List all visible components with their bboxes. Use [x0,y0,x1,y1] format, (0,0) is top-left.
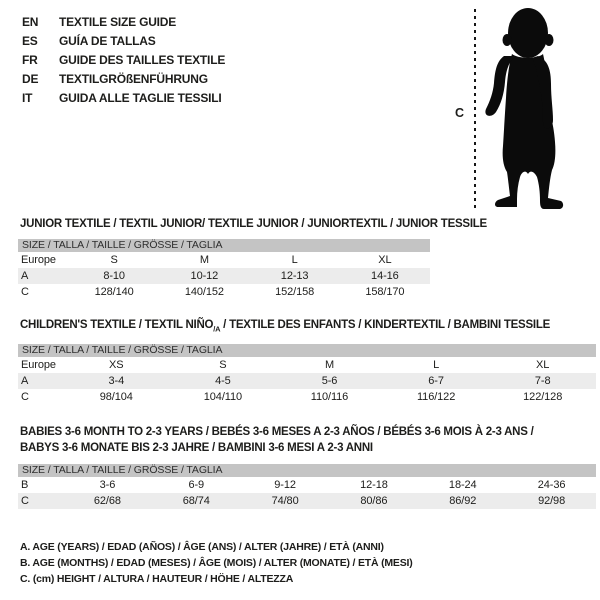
row-label: C [21,391,29,403]
size-cell: 6-7 [428,375,444,387]
size-cell: 104/110 [203,391,243,403]
language-title: TEXTILGRÖßENFÜHRUNG [59,72,208,86]
row-label: Europe [21,254,56,266]
size-cell: 62/68 [93,495,121,507]
language-code: DE [22,72,39,86]
size-cell: 3-4 [108,375,125,387]
size-cell: 128/140 [94,286,134,298]
table-row [18,284,430,300]
junior-table-title: JUNIOR TEXTILE / TEXTIL JUNIOR/ TEXTILE JUNIOR / JUNIORTEXTIL / JUNIOR TESSILE [20,218,487,230]
size-cell: 68/74 [182,495,210,507]
language-row-fr [22,51,225,70]
size-cell: 98/104 [99,391,133,403]
size-cell: M [199,254,209,266]
table-row [18,493,596,509]
size-cell: 12-18 [360,479,388,491]
size-cell: 152/158 [275,286,315,298]
size-cell: S [219,359,227,371]
table-row [18,389,596,405]
footnote-c: C. (cm) HEIGHT / ALTURA / HAUTEUR / HÖHE / ALTEZZA [20,573,294,585]
language-title: GUIDE DES TAILLES TEXTILE [59,53,226,67]
size-cell: 140/152 [184,286,224,298]
size-cell: 6-9 [188,479,205,491]
size-cell: 4-5 [215,375,231,387]
language-code: EN [22,15,39,29]
table-row [18,373,596,389]
footnote-a: A. AGE (YEARS) / EDAD (AÑOS) / ÂGE (ANS) / ALTER (JAHRE) / ETÀ (ANNI) [20,541,384,553]
size-cell: 12-13 [280,270,309,282]
language-row-de [22,70,225,89]
row-label: C [21,286,29,298]
size-cell: 86/92 [449,495,477,507]
babies-title-line1: BABIES 3-6 MONTH TO 2-3 YEARS / BEBÉS 3-6 MESES A 2-3 AÑOS / BÉBÉS 3-6 MOIS À 2-3 ANS / [20,426,534,438]
footnote-b: B. AGE (MONTHS) / EDAD (MESES) / ÂGE (MOIS) / ALTER (MONATE) / ETÀ (MESI) [20,557,413,569]
row-label: A [21,270,29,282]
language-code: IT [22,91,33,105]
row-label: B [21,479,29,491]
children-title-rest: / TEXTILE DES ENFANTS / KINDERTEXTIL / BAMBINI TESSILE [220,319,551,331]
table-row [18,477,596,493]
children-table-title [20,317,550,337]
size-cell: 7-8 [534,375,551,387]
table-body [18,357,596,405]
size-cell: XS [109,359,124,371]
size-cell: 116/122 [416,391,456,403]
table-row [18,357,596,373]
size-cell: S [110,254,118,266]
size-cell: XL [536,359,550,371]
children-size-table [18,344,596,405]
size-cell: L [291,254,298,266]
figure-height-label: C [455,106,465,120]
row-label: Europe [21,359,56,371]
children-title-subscript: /A [213,324,221,334]
size-cell: 3-6 [99,479,116,491]
row-label: A [21,375,29,387]
size-cell: 14-16 [371,270,399,282]
language-code: ES [22,34,38,48]
junior-size-table [18,239,430,300]
size-cell: M [324,359,335,371]
language-code: FR [22,53,38,67]
size-cell: 5-6 [321,375,338,387]
size-header-bar: SIZE / TALLA / TAILLE / GRÖSSE / TAGLIA [18,344,596,357]
size-cell: 24-36 [537,479,566,491]
babies-size-table [18,464,596,509]
dotted-height-line-icon [474,9,476,208]
table-row [18,252,430,268]
babies-table-title [20,424,534,456]
size-cell: 18-24 [448,479,477,491]
language-row-it [22,89,225,108]
language-title-list [22,13,225,108]
size-cell: L [433,359,440,371]
table-body [18,477,596,509]
language-title: TEXTILE SIZE GUIDE [59,15,177,29]
size-cell: 92/98 [538,495,566,507]
size-header-bar: SIZE / TALLA / TAILLE / GRÖSSE / TAGLIA [18,464,596,477]
footnote-legend [20,539,413,587]
size-header-bar: SIZE / TALLA / TAILLE / GRÖSSE / TAGLIA [18,239,430,252]
size-cell: 110/116 [310,391,349,403]
language-row-es [22,32,225,51]
row-label: C [21,495,29,507]
size-cell: 122/128 [523,391,563,403]
table-body [18,252,430,300]
table-row [18,268,430,284]
baby-silhouette-icon [482,6,572,211]
size-cell: 158/170 [365,286,405,298]
language-title: GUIDA ALLE TAGLIE TESSILI [59,91,222,105]
size-cell: 80/86 [360,495,388,507]
size-cell: 9-12 [274,479,296,491]
size-cell: 8-10 [103,270,125,282]
size-cell: 74/80 [271,495,299,507]
language-row-en [22,13,225,32]
language-title: GUÍA DE TALLAS [59,34,156,48]
children-title-main: CHILDREN'S TEXTILE / TEXTIL NIÑO [20,319,214,331]
size-cell: 10-12 [190,270,219,282]
size-cell: XL [378,254,392,266]
babies-title-line2: BABYS 3-6 MONATE BIS 2-3 JAHRE / BAMBINI 3-6 MESI A 2-3 ANNI [20,442,373,454]
